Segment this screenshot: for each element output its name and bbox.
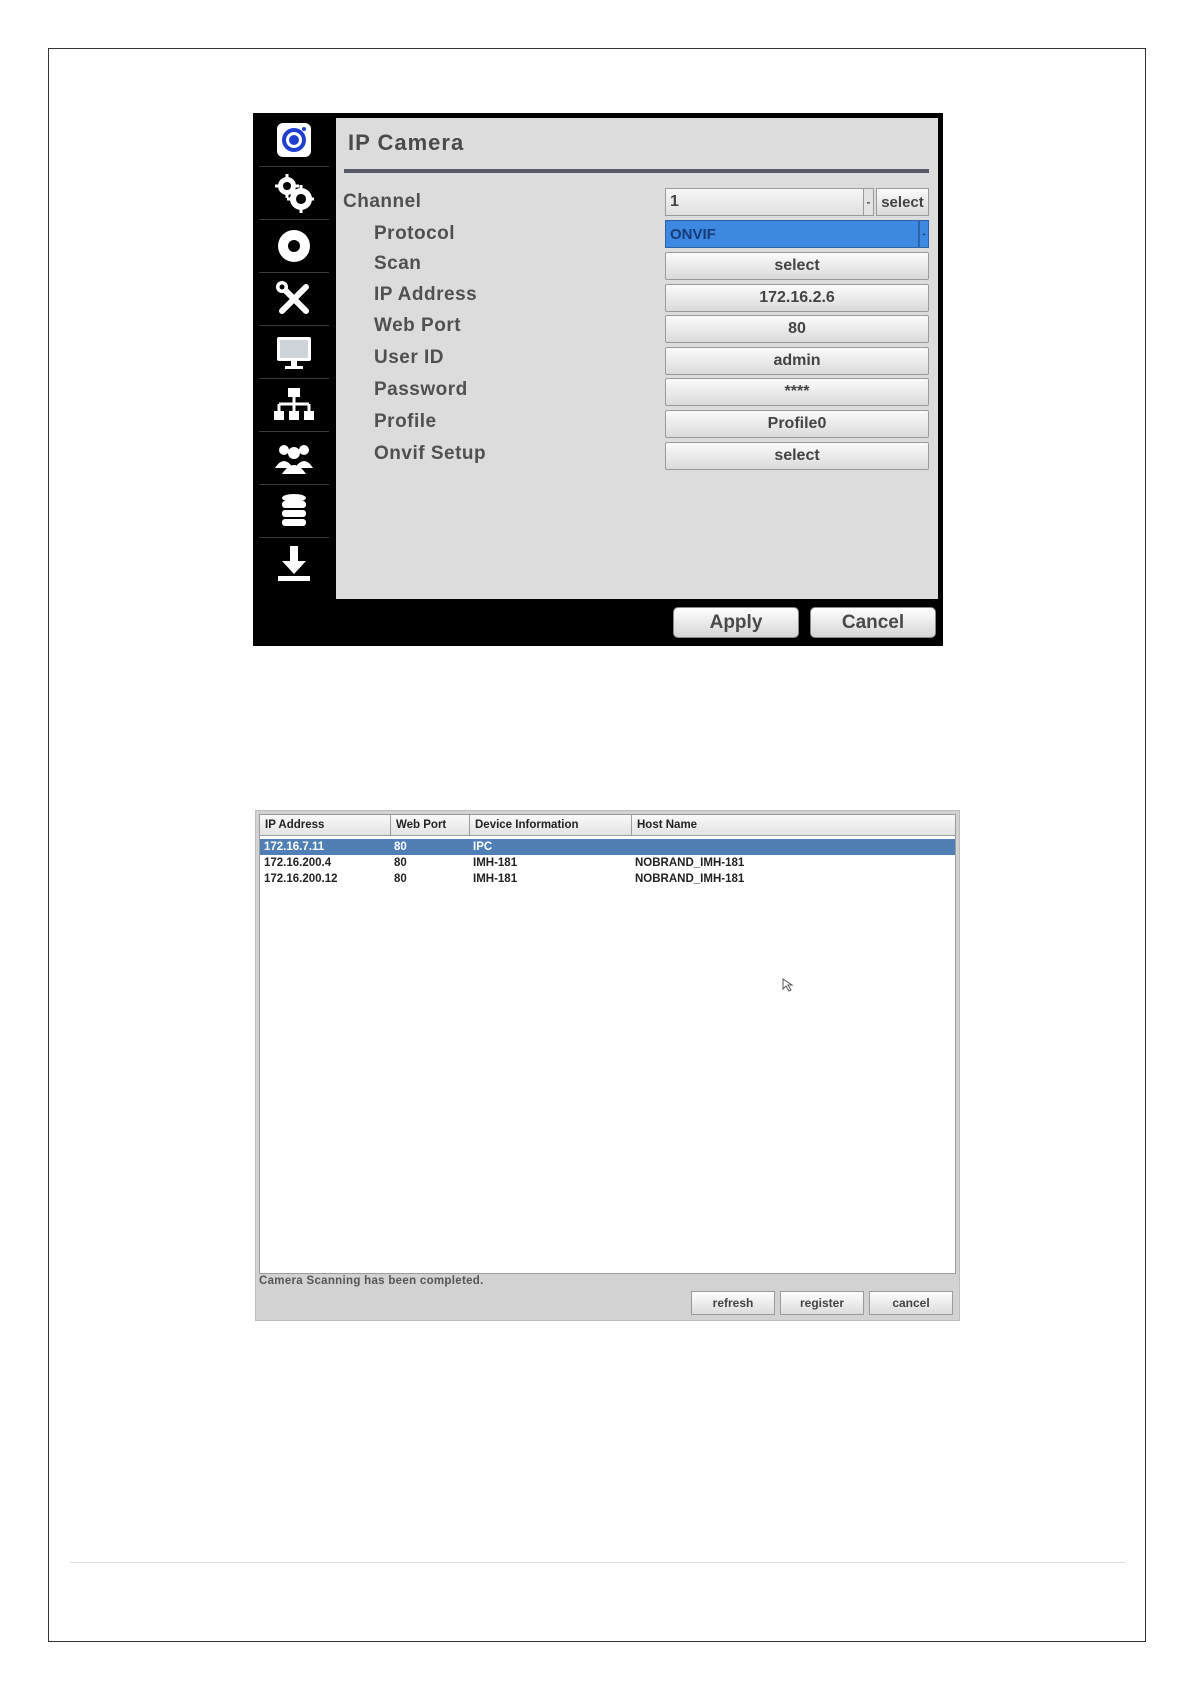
cell-host: NOBRAND_IMH-181	[635, 857, 745, 869]
password-label: Password	[374, 379, 468, 400]
footer-divider	[70, 1562, 1125, 1563]
users-icon	[274, 438, 314, 478]
monitor-icon	[274, 332, 314, 372]
cell-ip: 172.16.200.4	[264, 857, 332, 869]
scan-select-button[interactable]: select	[665, 252, 929, 280]
table-row[interactable]	[260, 839, 955, 855]
channel-select-button[interactable]: select	[876, 188, 929, 216]
onvif-setup-button[interactable]: select	[665, 442, 929, 470]
page-title: IP Camera	[348, 130, 465, 155]
sidebar-item-record[interactable]	[259, 219, 329, 273]
settings-sidebar	[253, 113, 335, 603]
scan-results-list	[259, 814, 956, 1274]
table-row[interactable]	[260, 855, 955, 871]
profile-label: Profile	[374, 411, 437, 432]
user-id-field[interactable]: admin	[665, 347, 929, 375]
ip-address-field[interactable]: 172.16.2.6	[665, 284, 929, 312]
storage-icon	[274, 491, 314, 531]
ip-camera-settings-screen	[253, 113, 943, 646]
web-port-field[interactable]: 80	[665, 315, 929, 343]
mouse-pointer-icon	[782, 978, 796, 992]
cell-port: 80	[394, 841, 407, 853]
cell-device: IPC	[473, 841, 493, 853]
user-id-label: User ID	[374, 347, 445, 368]
column-header-device-information[interactable]: Device Information	[470, 815, 632, 836]
profile-field[interactable]: Profile0	[665, 410, 929, 438]
password-field[interactable]: ****	[665, 378, 929, 406]
cell-host: NOBRAND_IMH-181	[635, 873, 745, 885]
table-row[interactable]	[260, 871, 955, 887]
column-header-host-name[interactable]: Host Name	[632, 815, 955, 836]
cell-device: IMH-181	[473, 857, 518, 869]
register-button[interactable]: register	[780, 1291, 864, 1315]
scan-label: Scan	[374, 253, 422, 274]
channel-field[interactable]: 1	[665, 188, 864, 216]
onvif-setup-label: Onvif Setup	[374, 443, 487, 464]
protocol-label: Protocol	[374, 223, 456, 244]
record-icon	[274, 226, 314, 266]
sidebar-item-setup[interactable]	[259, 166, 329, 220]
sidebar-item-camera[interactable]	[259, 113, 329, 167]
column-header-web-port[interactable]: Web Port	[391, 815, 470, 836]
cell-port: 80	[394, 873, 407, 885]
sidebar-item-users[interactable]	[259, 431, 329, 485]
web-port-label: Web Port	[374, 315, 462, 336]
dialog-cancel-button[interactable]: cancel	[869, 1291, 953, 1315]
refresh-button[interactable]: refresh	[691, 1291, 775, 1315]
gears-icon	[274, 173, 314, 213]
sidebar-item-storage[interactable]	[259, 484, 329, 538]
cell-port: 80	[394, 857, 407, 869]
sidebar-item-network[interactable]	[259, 378, 329, 432]
channel-dropdown-toggle[interactable]: -	[864, 188, 874, 216]
channel-label: Channel	[343, 191, 422, 212]
ip-address-label: IP Address	[374, 284, 478, 305]
title-divider	[344, 169, 929, 173]
sidebar-item-display[interactable]	[259, 325, 329, 379]
camera-icon	[274, 120, 314, 160]
camera-scan-dialog	[255, 810, 960, 1321]
ip-camera-panel	[336, 118, 938, 599]
sidebar-item-system[interactable]	[259, 272, 329, 326]
sidebar-item-backup[interactable]	[259, 537, 329, 590]
cell-ip: 172.16.200.12	[264, 873, 338, 885]
protocol-select[interactable]: ONVIF	[665, 220, 919, 248]
cancel-button[interactable]: Cancel	[810, 607, 936, 638]
apply-button[interactable]: Apply	[673, 607, 799, 638]
network-icon	[274, 385, 314, 425]
cell-device: IMH-181	[473, 873, 518, 885]
column-header-ip-address[interactable]: IP Address	[260, 815, 391, 836]
scan-status-text: Camera Scanning has been completed.	[259, 1275, 484, 1287]
download-icon	[274, 544, 314, 584]
tools-icon	[274, 279, 314, 319]
cell-ip: 172.16.7.11	[264, 841, 325, 853]
protocol-dropdown-toggle[interactable]: -	[919, 220, 929, 248]
